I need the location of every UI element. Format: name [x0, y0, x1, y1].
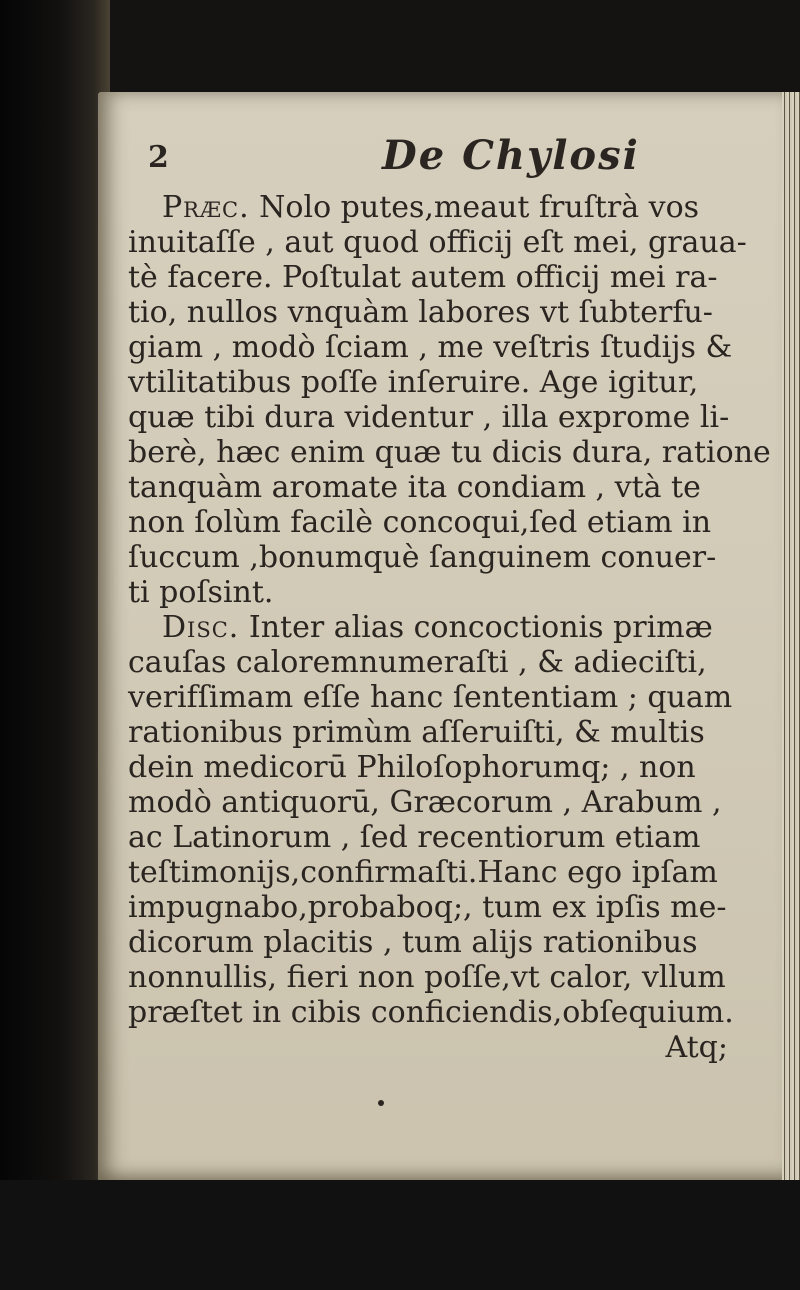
text-line: berè, hæc enim quæ tu dicis dura, ratione: [128, 435, 771, 470]
text-line: tè facere. Poſtulat autem officij mei ra-: [128, 260, 718, 295]
speaker-label: Præc.: [162, 190, 250, 225]
text-line: [128, 190, 748, 225]
text-line: inuitaſſe , aut quod officij eſt mei, graua-: [128, 225, 747, 260]
text-line: cauſas caloremnumeraſti , & adieciſti,: [128, 645, 707, 680]
page-header: [140, 132, 760, 182]
printer-ornament-dot: [378, 1100, 384, 1106]
book-spine-shadow: [0, 0, 110, 1290]
line-text: Nolo putes,meaut fruſtrà vos: [249, 190, 700, 225]
text-line: non ſolùm facilè concoqui,ſed etiam in: [128, 505, 712, 540]
speaker-label: Disc.: [162, 610, 240, 645]
bottom-background: [0, 1180, 800, 1290]
text-line: nonnullis, fieri non poſſe,vt calor, vllum: [128, 960, 726, 995]
page-number: 2: [148, 140, 169, 175]
text-line: impugnabo,probaboq;, tum ex ipſis me-: [128, 890, 727, 925]
text-line: [128, 610, 748, 645]
running-head: De Chylosi: [382, 132, 640, 179]
text-line: verifſimam eſſe hanc ſententiam ; quam: [128, 680, 733, 715]
text-line: quæ tibi dura videntur , illa exprome li-: [128, 400, 730, 435]
text-line: ac Latinorum , ſed recentiorum etiam: [128, 820, 701, 855]
text-line: dein medicorū Philoſophorumq; , non: [128, 750, 696, 785]
text-line: giam , modò ſciam , me veſtris ſtudijs &: [128, 330, 733, 365]
text-line: modò antiquorū, Græcorum , Arabum ,: [128, 785, 722, 820]
body-text: [128, 190, 771, 1065]
text-line: præſtet in cibis conficiendis,obſequium.: [128, 995, 734, 1030]
text-line: ti poſsint.: [128, 575, 274, 610]
text-line: teſtimonijs,confirmaſti.Hanc ego ipſam: [128, 855, 718, 890]
text-line: tanquàm aromate ita condiam , vtà te: [128, 470, 701, 505]
text-line: dicorum placitis , tum alijs rationibus: [128, 925, 698, 960]
text-line: tio, nullos vnquàm labores vt ſubterfu-: [128, 295, 713, 330]
catchword: Atq;: [665, 1030, 728, 1065]
page-fore-edge: [782, 92, 800, 1182]
text-line: vtilitatibus poſſe inſeruire. Age igitur,: [128, 365, 699, 400]
text-line: rationibus primùm aſſeruiſti, & multis: [128, 715, 705, 750]
text-line: ſuccum ,bonumquè ſanguinem conuer-: [128, 540, 717, 575]
line-text: Inter alias concoctionis primæ: [239, 610, 713, 645]
